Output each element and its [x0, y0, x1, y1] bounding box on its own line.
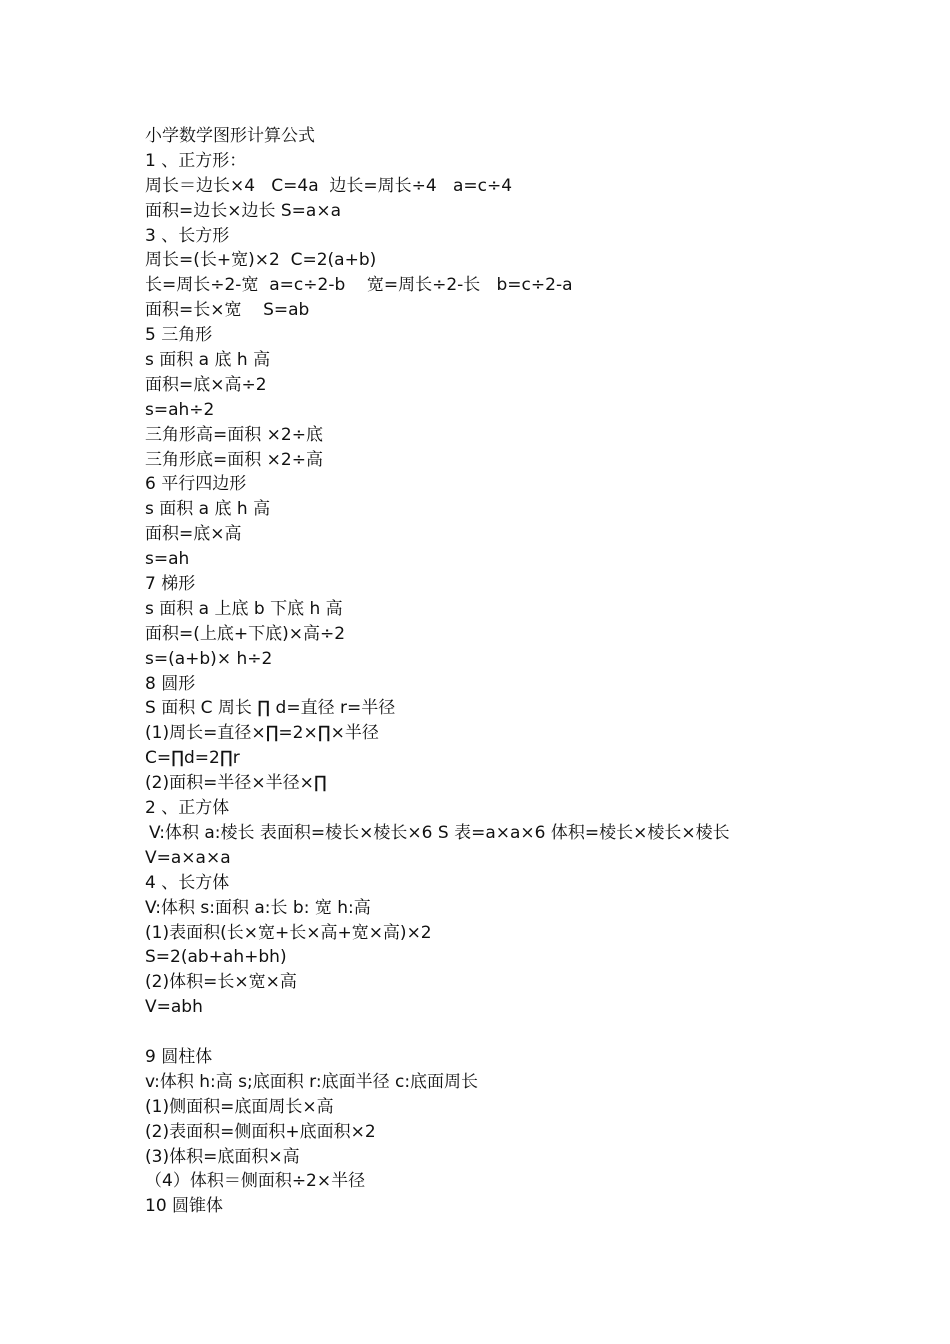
formula-line: S 面积 C 周长 ∏ d=直径 r=半径 [145, 698, 396, 719]
formula-line: 9 圆柱体 [145, 1046, 213, 1067]
formula-line: 面积=长×宽 S=ab [145, 300, 310, 321]
formula-line: 三角形高=面积 ×2÷底 [145, 424, 323, 445]
formula-line: V=abh [145, 997, 203, 1018]
formula-line: s=ah÷2 [145, 399, 215, 420]
formula-line: 3 、长方形 [145, 225, 230, 246]
formula-line: 三角形底=面积 ×2÷高 [145, 449, 323, 470]
formula-line: S=2(ab+ah+bh) [145, 947, 287, 968]
document-body [0, 124, 950, 1219]
formula-line: 6 平行四边形 [145, 474, 247, 495]
document-title: 小学数学图形计算公式 [145, 126, 315, 146]
formula-line: V:体积 s:面积 a:长 b: 宽 h:高 [145, 897, 371, 918]
formula-line: (3)体积=底面积×高 [145, 1146, 300, 1167]
formula-line: （4）体积＝侧面积÷2×半径 [145, 1171, 366, 1192]
formula-line: s 面积 a 上底 b 下底 h 高 [145, 598, 343, 619]
formula-line: 周长=(长+宽)×2 C=2(a+b) [145, 250, 377, 271]
formula-line: 2 、正方体 [145, 798, 230, 819]
formula-line: 面积=底×高÷2 [145, 374, 267, 395]
formula-line: s 面积 a 底 h 高 [145, 350, 271, 371]
formula-line: s=ah [145, 549, 190, 570]
formula-line: V=a×a×a [145, 847, 231, 868]
formula-line: 8 圆形 [145, 673, 196, 694]
formula-line: 10 圆锥体 [145, 1196, 224, 1217]
formula-line: 面积=底×高 [145, 524, 242, 545]
formula-line: 面积=(上底+下底)×高÷2 [145, 623, 346, 644]
formula-line: 1 、正方形： [145, 150, 247, 171]
formula-line: v:体积 h:高 s;底面积 r:底面半径 c:底面周长 [145, 1071, 479, 1092]
formula-line: 长=周长÷2-宽 a=c÷2-b 宽=周长÷2-长 b=c÷2-a [145, 275, 573, 296]
formula-line: 面积=边长×边长 S=a×a [145, 200, 342, 221]
formula-line: 7 梯形 [145, 574, 196, 595]
formula-line: (1)表面积(长×宽+长×高+宽×高)×2 [145, 922, 432, 943]
formula-line: 周长＝边长×4 C=4a 边长=周长÷4 a=c÷4 [145, 175, 513, 196]
formula-line: (2)面积=半径×半径×∏ [145, 773, 327, 794]
formula-line: (2)表面积=侧面积+底面积×2 [145, 1121, 376, 1142]
formula-line [0, 1020, 950, 1045]
formula-line: (2)体积=长×宽×高 [145, 972, 297, 993]
formula-line: (1)周长=直径×∏=2×∏×半径 [145, 723, 379, 744]
formula-line: 5 三角形 [145, 325, 213, 346]
formula-line: (1)侧面积=底面周长×高 [145, 1096, 334, 1117]
formula-line: 4 、长方体 [145, 872, 230, 893]
formula-line: V:体积 a:棱长 表面积=棱长×棱长×6 S 表=a×a×6 体积=棱长×棱长×棱长 [149, 822, 730, 843]
formula-line: s=(a+b)× h÷2 [145, 648, 273, 669]
formula-line: C=∏d=2∏r [145, 748, 240, 769]
formula-line: s 面积 a 底 h 高 [145, 499, 271, 520]
